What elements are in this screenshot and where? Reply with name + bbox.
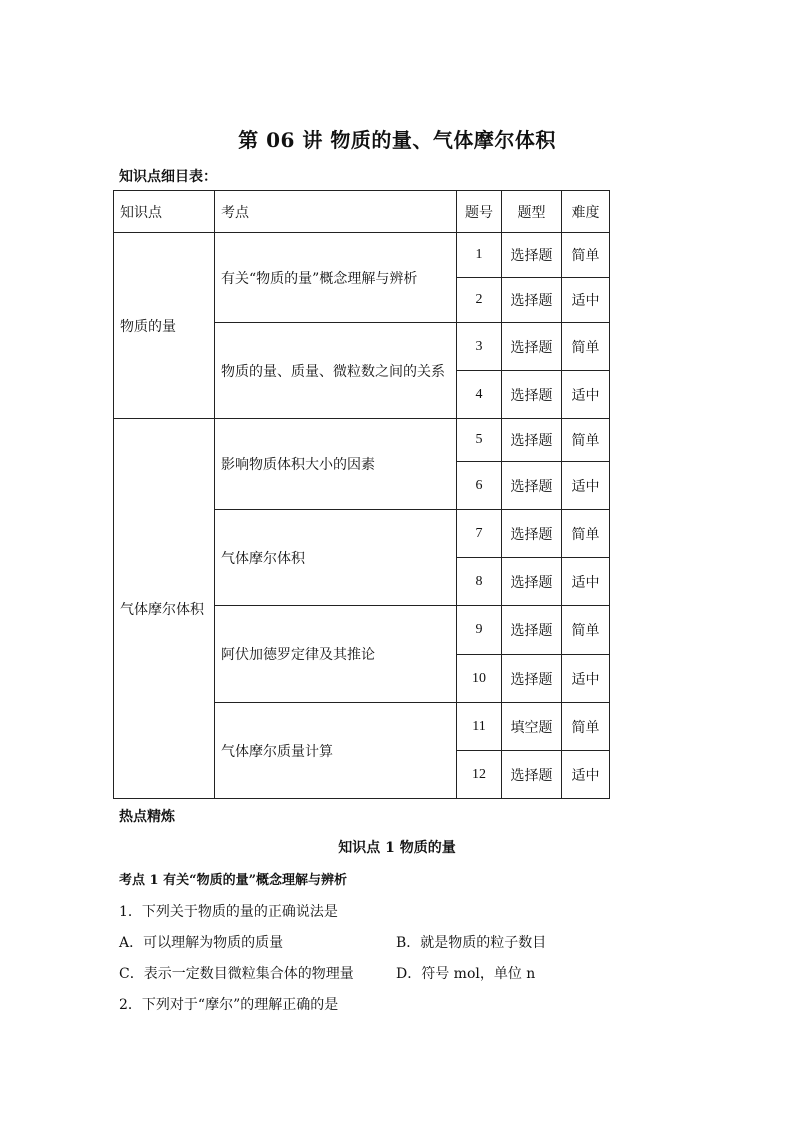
difficulty-cell: 简单	[562, 703, 610, 751]
type-cell: 选择题	[502, 655, 562, 703]
type-cell: 选择题	[502, 510, 562, 558]
difficulty-cell: 简单	[562, 233, 610, 278]
difficulty-cell: 适中	[562, 278, 610, 323]
section1-title: 知识点 1 物质的量	[338, 840, 456, 856]
header-topic: 考点	[215, 191, 457, 233]
type-cell: 填空题	[502, 703, 562, 751]
q1-option-d: D．符号 mol，单位 n	[396, 966, 536, 982]
knowledge-cell: 物质的量	[114, 233, 215, 419]
number-cell: 2	[457, 278, 502, 323]
topic-cell: 物质的量、质量、微粒数之间的关系	[215, 323, 457, 419]
topic-cell: 有关“物质的量”概念理解与辨析	[215, 233, 457, 323]
number-cell: 1	[457, 233, 502, 278]
table-row	[114, 419, 610, 462]
difficulty-cell: 简单	[562, 510, 610, 558]
type-cell: 选择题	[502, 323, 562, 371]
number-cell: 12	[457, 751, 502, 799]
difficulty-cell: 简单	[562, 323, 610, 371]
hot-label: 热点精炼	[119, 809, 175, 825]
difficulty-cell: 适中	[562, 751, 610, 799]
header-type: 题型	[502, 191, 562, 233]
type-cell: 选择题	[502, 419, 562, 462]
number-cell: 11	[457, 703, 502, 751]
topic-cell: 气体摩尔质量计算	[215, 703, 457, 799]
table-label: 知识点细目表：	[119, 169, 217, 185]
number-cell: 9	[457, 606, 502, 655]
type-cell: 选择题	[502, 371, 562, 419]
type-cell: 选择题	[502, 462, 562, 510]
knowledge-table	[113, 190, 610, 799]
kaodian1-heading: 考点 1 有关“物质的量”概念理解与辨析	[119, 873, 348, 888]
number-cell: 5	[457, 419, 502, 462]
number-cell: 10	[457, 655, 502, 703]
number-cell: 4	[457, 371, 502, 419]
header-difficulty: 难度	[562, 191, 610, 233]
number-cell: 3	[457, 323, 502, 371]
topic-cell: 气体摩尔体积	[215, 510, 457, 606]
q1-option-c: C．表示一定数目微粒集合体的物理量	[119, 966, 354, 982]
q1-option-b: B．就是物质的粒子数目	[396, 935, 547, 951]
number-cell: 8	[457, 558, 502, 606]
difficulty-cell: 简单	[562, 419, 610, 462]
page-title: 第 06 讲 物质的量、气体摩尔体积	[238, 128, 556, 152]
number-cell: 7	[457, 510, 502, 558]
type-cell: 选择题	[502, 558, 562, 606]
q2-stem: 2．下列对于“摩尔”的理解正确的是	[119, 997, 339, 1013]
type-cell: 选择题	[502, 751, 562, 799]
knowledge-cell: 气体摩尔体积	[114, 419, 215, 799]
topic-cell: 影响物质体积大小的因素	[215, 419, 457, 510]
header-number: 题号	[457, 191, 502, 233]
difficulty-cell: 简单	[562, 606, 610, 655]
type-cell: 选择题	[502, 278, 562, 323]
number-cell: 6	[457, 462, 502, 510]
topic-cell: 阿伏加德罗定律及其推论	[215, 606, 457, 703]
type-cell: 选择题	[502, 606, 562, 655]
table-row	[114, 233, 610, 278]
difficulty-cell: 适中	[562, 462, 610, 510]
difficulty-cell: 适中	[562, 371, 610, 419]
difficulty-cell: 适中	[562, 655, 610, 703]
type-cell: 选择题	[502, 233, 562, 278]
q1-option-a: A．可以理解为物质的质量	[119, 935, 284, 951]
table-header-row	[114, 191, 610, 233]
difficulty-cell: 适中	[562, 558, 610, 606]
header-knowledge: 知识点	[114, 191, 215, 233]
q1-stem: 1．下列关于物质的量的正确说法是	[119, 904, 338, 920]
